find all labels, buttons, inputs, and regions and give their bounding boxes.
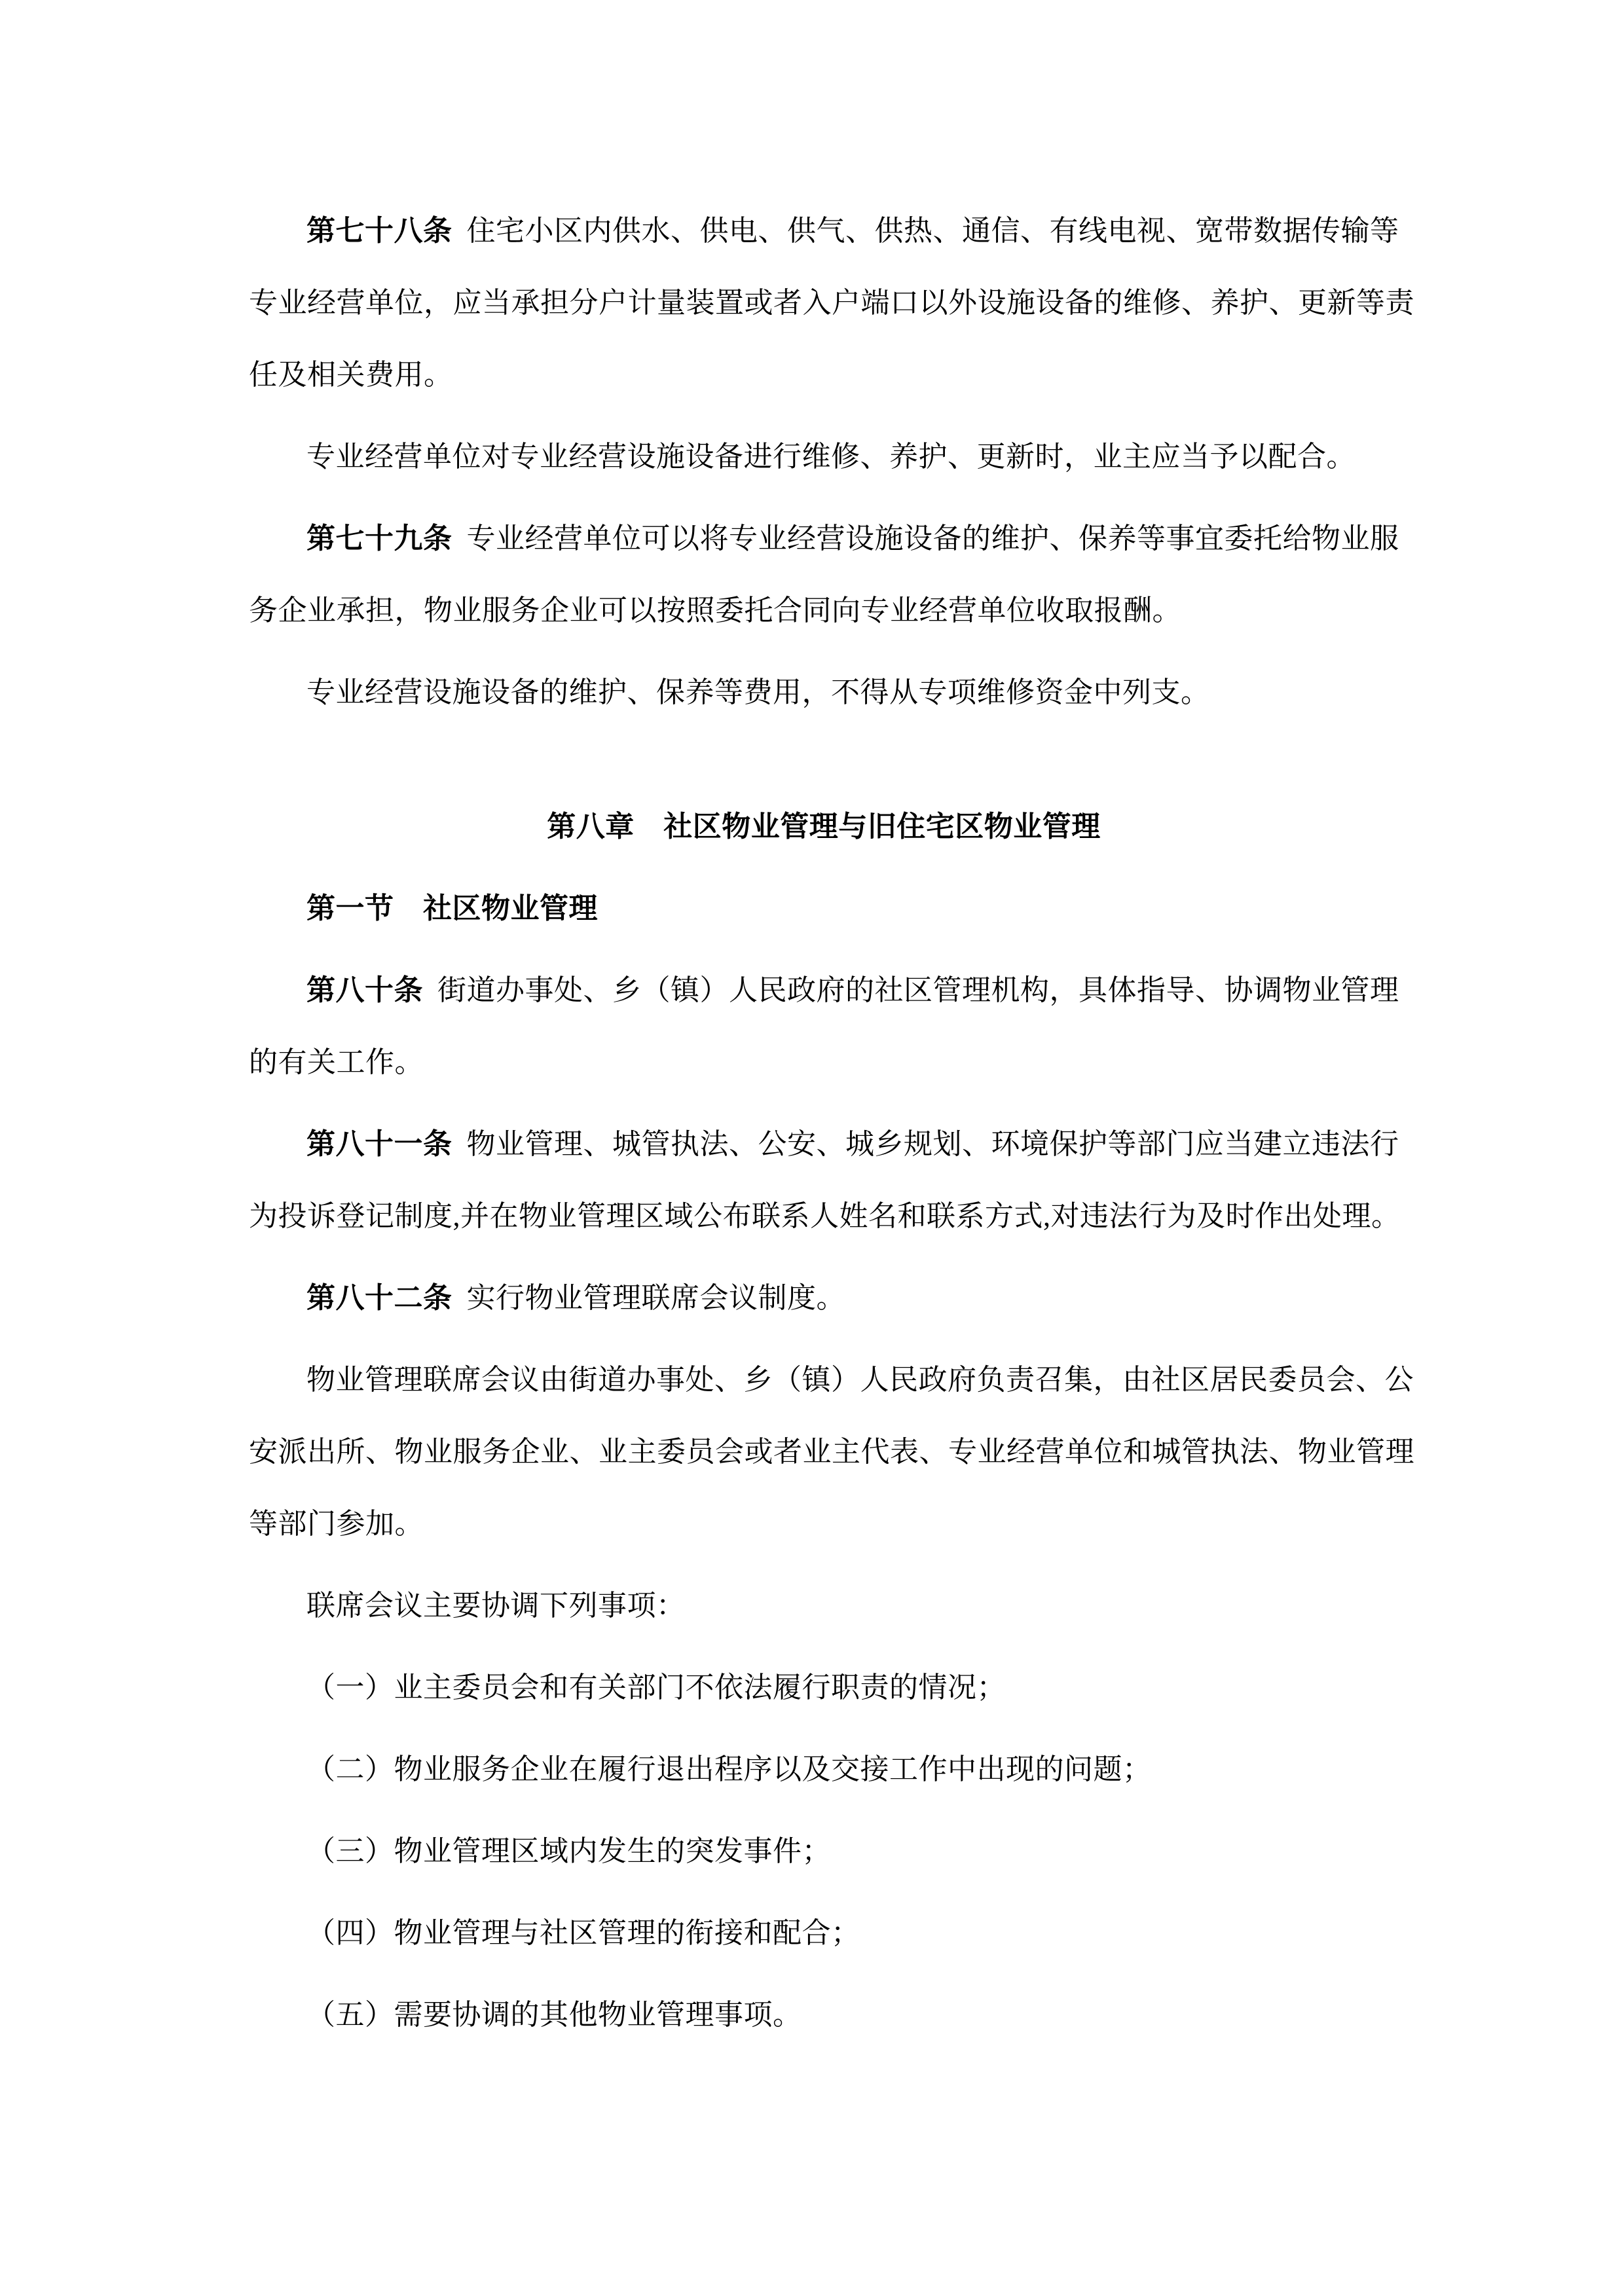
paragraph-article-81 bbox=[249, 1108, 1399, 1252]
text-line: 专业经营设施设备的维护、保养等费用，不得从专项维修资金中列支。 bbox=[306, 676, 1210, 708]
text-line bbox=[249, 195, 1399, 267]
article-text: 专业经营单位可以将专业经营设施设备的维护、保养等事宜委托给物业服 bbox=[466, 522, 1399, 555]
paragraph-coordinate-intro bbox=[249, 1570, 1399, 1642]
text-line bbox=[249, 1262, 1399, 1334]
text-line: 专业经营单位，应当承担分户计量装置或者入户端口以外设施设备的维修、养护、更新等责 bbox=[249, 287, 1414, 319]
text-line bbox=[249, 1108, 1399, 1180]
text-line: 的有关工作。 bbox=[249, 1046, 424, 1078]
text-line: 等部门参加。 bbox=[249, 1508, 424, 1540]
article-text: 住宅小区内供水、供电、供气、供热、通信、有线电视、宽带数据传输等 bbox=[466, 215, 1399, 247]
article-number-81: 第八十一条 bbox=[306, 1128, 452, 1160]
list-item-2 bbox=[249, 1734, 1399, 1806]
article-text: 街道办事处、乡（镇）人民政府的社区管理机构，具体指导、协调物业管理 bbox=[437, 974, 1399, 1006]
section-heading bbox=[249, 873, 1399, 945]
text-line: 任及相关费用。 bbox=[249, 359, 453, 391]
list-item-4 bbox=[249, 1897, 1399, 1969]
list-item-3 bbox=[249, 1815, 1399, 1887]
text-line bbox=[249, 955, 1399, 1027]
text-line: （四）物业管理与社区管理的衔接和配合； bbox=[306, 1917, 860, 1949]
article-text: 实行物业管理联席会议制度。 bbox=[466, 1282, 845, 1314]
text-line: 物业管理联席会议由街道办事处、乡（镇）人民政府负责召集，由社区居民委员会、公 bbox=[306, 1364, 1414, 1396]
article-number-79: 第七十九条 bbox=[306, 522, 452, 555]
paragraph-article-78 bbox=[249, 195, 1414, 411]
article-number-78: 第七十八条 bbox=[306, 215, 452, 247]
text-line: 务企业承担，物业服务企业可以按照委托合同向专业经营单位收取报酬。 bbox=[249, 594, 1181, 627]
text-line: （五）需要协调的其他物业管理事项。 bbox=[306, 1999, 802, 2031]
text-line: 联席会议主要协调下列事项： bbox=[306, 1590, 686, 1622]
article-number-80: 第八十条 bbox=[306, 974, 423, 1006]
paragraph-article-82 bbox=[249, 1262, 1399, 1334]
article-number-82: 第八十二条 bbox=[306, 1282, 452, 1314]
chapter-title: 第八章 社区物业管理与旧住宅区物业管理 bbox=[547, 811, 1101, 843]
article-text: 物业管理、城管执法、公安、城乡规划、环境保护等部门应当建立违法行 bbox=[466, 1128, 1399, 1160]
chapter-heading bbox=[249, 791, 1399, 863]
text-line: （三）物业管理区域内发生的突发事件； bbox=[306, 1835, 831, 1867]
paragraph-fee bbox=[249, 657, 1399, 729]
text-line: （二）物业服务企业在履行退出程序以及交接工作中出现的问题； bbox=[306, 1753, 1152, 1785]
paragraph-article-80 bbox=[249, 955, 1399, 1099]
list-item-1 bbox=[249, 1652, 1399, 1724]
paragraph-article-79 bbox=[249, 503, 1399, 647]
text-line bbox=[249, 503, 1399, 575]
text-line: 安派出所、物业服务企业、业主委员会或者业主代表、专业经营单位和城管执法、物业管理 bbox=[249, 1436, 1414, 1468]
section-title: 第一节 社区物业管理 bbox=[306, 892, 598, 924]
text-line: （一）业主委员会和有关部门不依法履行职责的情况； bbox=[306, 1671, 1006, 1704]
list-item-5 bbox=[249, 1979, 1399, 2051]
text-line: 为投诉登记制度,并在物业管理区域公布联系人姓名和联系方式,对违法行为及时作出处理。 bbox=[249, 1200, 1401, 1232]
paragraph-joint-meeting bbox=[249, 1344, 1414, 1560]
text-line: 专业经营单位对专业经营设施设备进行维修、养护、更新时，业主应当予以配合。 bbox=[306, 441, 1356, 473]
paragraph-cooperate bbox=[249, 421, 1399, 493]
